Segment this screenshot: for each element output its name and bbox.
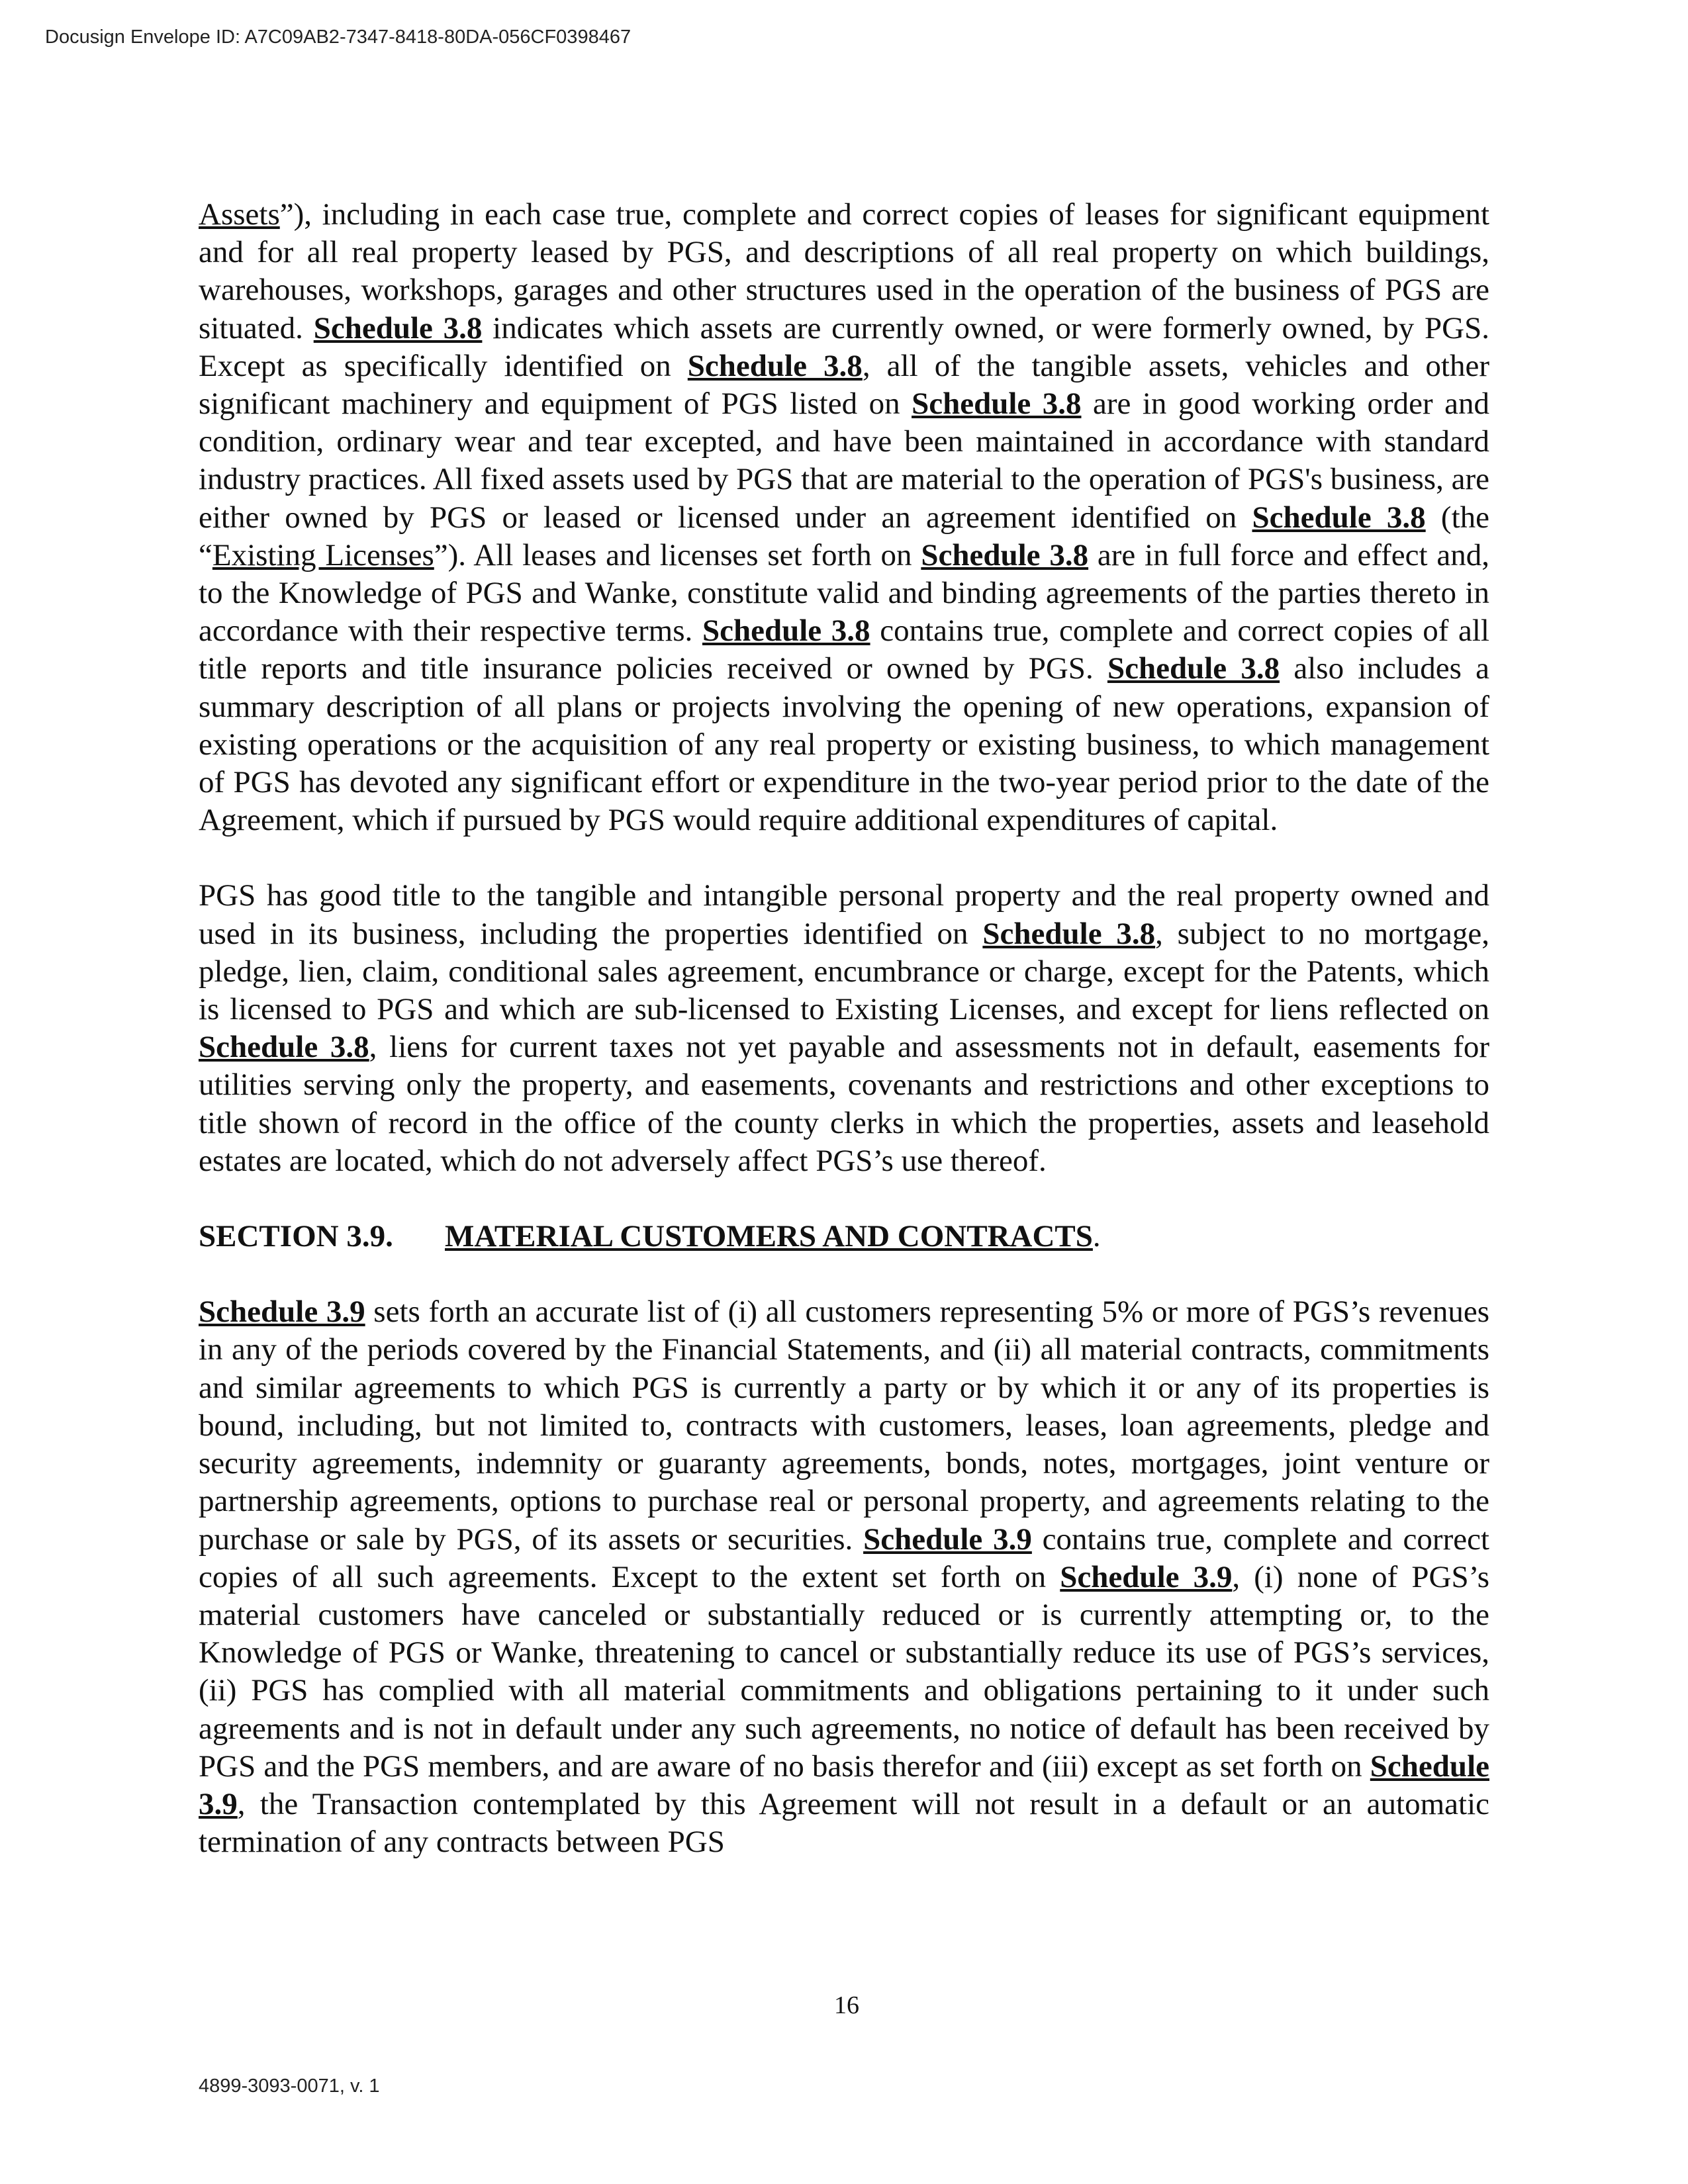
text-run: , all of the tangible assets, vehicles and other significant machinery and equipment of PGS listed on <box>199 348 1489 422</box>
text-run: (the “ <box>199 500 1489 572</box>
text-run: , liens for current taxes not yet payable and assessments not in default, easements for utilities serving only the property, and easements, covenants and restrictions and other exceptions to title shown of record in the office of the county clerks in which the properties, assets and leasehold estates are located, which do not adversely affect PGS’s use thereof. <box>199 1030 1490 1178</box>
schedule-reference: Schedule 3.8 <box>199 1030 369 1065</box>
schedule-reference: Schedule 3.9 <box>199 1749 1489 1821</box>
page-number <box>0 1991 1688 2020</box>
schedule-reference: Schedule 3.8 <box>702 614 870 649</box>
page-number-value: 16 <box>834 1991 859 2019</box>
paragraph-title <box>199 877 1489 1180</box>
schedule-reference: Schedule 3.8 <box>1107 651 1280 686</box>
defined-term-assets: Assets <box>199 197 280 232</box>
section-heading <box>199 1218 1489 1255</box>
schedule-reference: Schedule 3.9 <box>1060 1559 1233 1594</box>
text-run: , (i) none of PGS’s material customers have canceled or substantially reduced or is currently attempting or, to the Knowledge of PGS or Wanke, threatening to cancel or substantially reduce its use of PGS’s services, (ii) PGS has complied with all material commitments and obligations pertaining to it under such agreements and is not in default under any such agreements, no notice of default has been received by PGS and the PGS members, and are aware of no basis therefor and (iii) except as set forth on <box>199 1559 1489 1784</box>
section-number: SECTION 3.9. <box>199 1219 393 1254</box>
text-run: also includes a summary description of all plans or projects involving the opening of new operations, expansion of existing operations or the acquisition of any real property or existing business, to which management of PGS has devoted any significant effort or expenditure in the two-year period prior to the date of the Agreement, which if pursued by PGS would require additional expenditures of capital. <box>199 651 1490 838</box>
schedule-reference: Schedule 3.8 <box>982 916 1156 951</box>
text-run: are in good working order and condition, ordinary wear and tear excepted, and have been maintained in accordance with standard industry practices. All fixed assets used by PGS that are material to the operation of PGS's business, are either owned by PGS or leased or licensed under an agreement identified on <box>199 387 1490 535</box>
schedule-reference: Schedule 3.9 <box>199 1295 365 1330</box>
text-run: indicates which assets are currently owned, or were formerly owned, by PGS. Except as specifically identified on <box>199 310 1490 383</box>
text-run: are in full force and effect and, to the Knowledge of PGS and Wanke, constitute valid and binding agreements of the parties thereto in accordance with their respective terms. <box>199 537 1489 649</box>
section-title: MATERIAL CUSTOMERS AND CONTRACTS <box>445 1219 1093 1254</box>
schedule-reference: Schedule 3.8 <box>1252 500 1426 535</box>
text-run: , subject to no mortgage, pledge, lien, claim, conditional sales agreement, encumbrance or charge, except for the Patents, which is licensed to PGS and which are sub-licensed to Existing Licenses, and except for liens reflected on <box>199 916 1489 1027</box>
section-title-period: . <box>1092 1219 1101 1254</box>
text-run: ”), including in each case true, complete and correct copies of leases for significant equipment and for all real property leased by PGS, and descriptions of all real property on which buildings, warehouses, workshops, garages and other structures used in the operation of the business of PGS are situated. <box>199 197 1489 345</box>
text-run: , the Transaction contemplated by this Agreement will not result in a default or an automatic termination of any contracts between PGS <box>199 1786 1489 1860</box>
schedule-reference: Schedule 3.8 <box>912 387 1082 422</box>
schedule-reference: Schedule 3.8 <box>687 348 863 383</box>
paragraph-assets <box>199 196 1489 839</box>
document-id-footer: 4899-3093-0071, v. 1 <box>199 2075 380 2097</box>
document-body <box>199 196 1489 1861</box>
paragraph-customers <box>199 1293 1489 1861</box>
defined-term-existing-licenses: Existing Licenses <box>212 537 434 572</box>
text-run: ”). All leases and licenses set forth on <box>434 537 921 572</box>
schedule-reference: Schedule 3.9 <box>863 1522 1032 1557</box>
text-run: sets forth an accurate list of (i) all customers representing 5% or more of PGS’s revenues in any of the periods covered by the Financial Statements, and (ii) all material contracts, commitments and similar agreements to which PGS is currently a party or by which it or any of its properties is bound, including, but not limited to, contracts with customers, leases, loan agreements, pledge and security agreements, indemnity or guaranty agreements, bonds, notes, mortgages, joint venture or partnership agreements, options to purchase real or personal property, and agreements relating to the purchase or sale by PGS, of its assets or securities. <box>199 1295 1490 1557</box>
envelope-id-header: Docusign Envelope ID: A7C09AB2-7347-8418-80DA-056CF0398467 <box>45 26 632 48</box>
text-run: PGS has good title to the tangible and intangible personal property and the real property owned and used in its business, including the properties identified on <box>199 878 1489 951</box>
schedule-reference: Schedule 3.8 <box>921 537 1089 572</box>
text-run: contains true, complete and correct copies of all title reports and title insurance policies received or owned by PGS. <box>199 614 1489 686</box>
schedule-reference: Schedule 3.8 <box>313 310 483 345</box>
text-run: contains true, complete and correct copies of all such agreements. Except to the extent set forth on <box>199 1522 1489 1594</box>
